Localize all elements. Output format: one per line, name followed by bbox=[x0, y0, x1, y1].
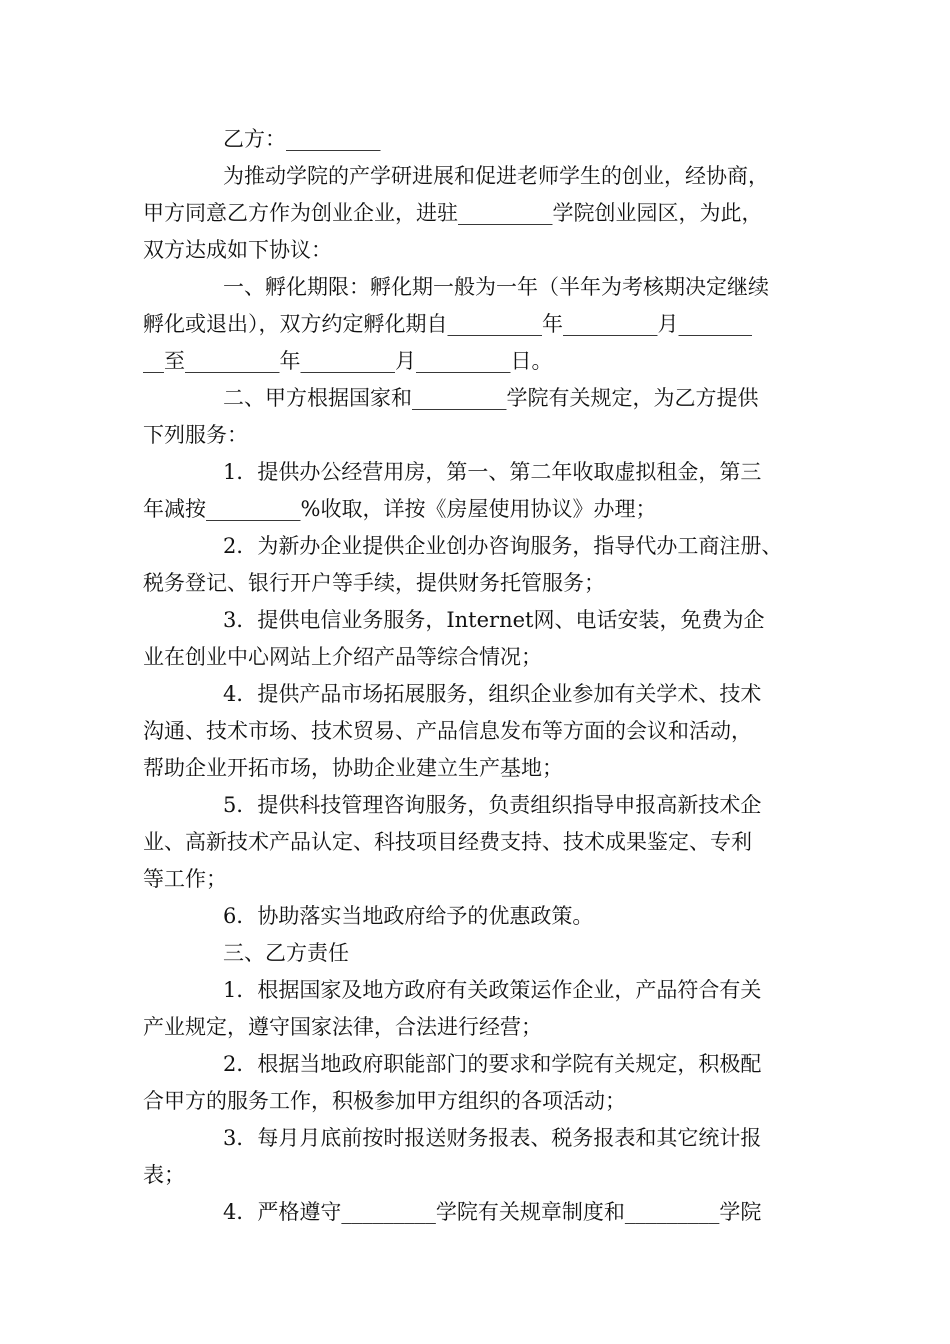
list-item-line: 4．严格遵守_________学院有关规章制度和_________学院 bbox=[223, 1200, 762, 1224]
section-heading-line: 三、乙方责任 bbox=[223, 941, 349, 965]
party-b-line: 乙方：_________ bbox=[223, 127, 381, 151]
paragraph-line: 表； bbox=[143, 1163, 185, 1187]
paragraph-line: 甲方同意乙方作为创业企业，进驻_________学院创业园区，为此， bbox=[143, 201, 763, 225]
paragraph-line: 业在创业中心网站上介绍产品等综合情况； bbox=[143, 645, 542, 669]
list-item-line: 6．协助落实当地政府给予的优惠政策。 bbox=[223, 904, 594, 928]
paragraph-line: 为推动学院的产学研进展和促进老师学生的创业，经协商， bbox=[223, 164, 769, 188]
list-item-line: 2．为新办企业提供企业创办咨询服务，指导代办工商注册、 bbox=[223, 534, 783, 558]
list-item-line: 2．根据当地政府职能部门的要求和学院有关规定，积极配 bbox=[223, 1052, 762, 1076]
paragraph-line: 孵化或退出），双方约定孵化期自_________年_________月_______ bbox=[143, 312, 752, 336]
list-item-line: 3．提供电信业务服务，Internet网、电话安装，免费为企 bbox=[223, 608, 765, 632]
list-item-line: 4．提供产品市场拓展服务，组织企业参加有关学术、技术 bbox=[223, 682, 762, 706]
list-item-line: 5．提供科技管理咨询服务，负责组织指导申报高新技术企 bbox=[223, 793, 762, 817]
paragraph-line: 业、高新技术产品认定、科技项目经费支持、技术成果鉴定、专利 bbox=[143, 830, 752, 854]
list-item-line: 3．每月月底前按时报送财务报表、税务报表和其它统计报 bbox=[223, 1126, 762, 1150]
paragraph-line: 产业规定，遵守国家法律，合法进行经营； bbox=[143, 1015, 542, 1039]
list-item-line: 1．根据国家及地方政府有关政策运作企业，产品符合有关 bbox=[223, 978, 762, 1002]
paragraph-line: 合甲方的服务工作，积极参加甲方组织的各项活动； bbox=[143, 1089, 626, 1113]
paragraph-line: 年减按_________%收取，详按《房屋使用协议》办理； bbox=[143, 497, 657, 521]
section-heading-line: 二、甲方根据国家和_________学院有关规定，为乙方提供 bbox=[223, 386, 759, 410]
document-body bbox=[143, 121, 803, 1231]
paragraph-line: 等工作； bbox=[143, 867, 227, 891]
paragraph-line: 帮助企业开拓市场，协助企业建立生产基地； bbox=[143, 756, 563, 780]
paragraph-line: 沟通、技术市场、技术贸易、产品信息发布等方面的会议和活动， bbox=[143, 719, 752, 743]
list-item-line: 1．提供办公经营用房，第一、第二年收取虚拟租金，第三 bbox=[223, 460, 762, 484]
paragraph-line: 下列服务： bbox=[143, 423, 248, 447]
section-heading-line: 一、孵化期限：孵化期一般为一年（半年为考核期决定继续 bbox=[223, 275, 769, 299]
paragraph-line: 税务登记、银行开户等手续，提供财务托管服务； bbox=[143, 571, 605, 595]
paragraph-line: 双方达成如下协议： bbox=[143, 238, 332, 262]
paragraph-line: __至_________年_________月_________日。 bbox=[143, 349, 553, 373]
